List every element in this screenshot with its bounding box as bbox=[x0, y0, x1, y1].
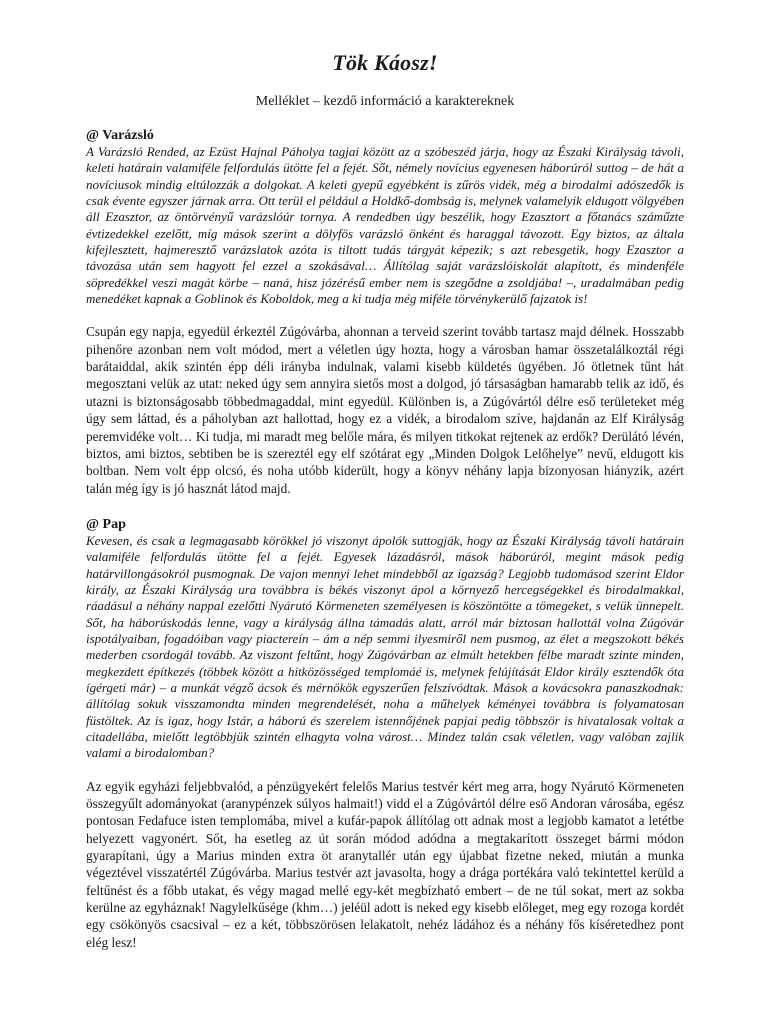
section-body: Az egyik egyházi feljebbvalód, a pénzügyekért felelős Marius testvér kért meg arra, hogy Nyárutó Körmeneten összegyűlt adományokat (aranypénzek súlyos halmait!) vidd el a Zúgóvártól délre eső Andoran városába, egész pontosan Fedafuce isten templomába, mivel a kufár-papok állítólag ott adnak most a legjobb kamatot a letétbe helyezett vagyonért. Sőt, ha esetleg az út során módod adódna a megtakarított összeget bármi módon gyarapítani, úgy a Marius minden extra öt aranytallér után egy újabbat fizetne neked, miután a munka végeztével visszatértél Zúgóvárba. Marius testvér azt javasolta, hogy a drága portékára való tekintettel kerüld a feltűnést és a főbb utakat, és végy magad mellé egy-két megbízható embert – de ne túl sokat, mert az sokba kerülne az egyháznak! Nagylelkűsége (khm…) jeléül adott is neked egy kisebb előleget, meg egy rozoga kordét egy csökönyös csacsival – ez a két, többszörösen lelakatolt, nehéz ládához és a néhány fős kíséretedhez pont elég lesz! bbox=[86, 778, 684, 950]
section-intro: Kevesen, és csak a legmagasabb körökkel jó viszonyt ápolók suttogják, hogy az Északi Királyság távoli határain valamiféle felfordulás ütötte fel a fejét. Egyesek lázadásról, mások háborúról, megint mások pedig határvillongásokról pusmognak. De vajon mennyi lehet mindebből az igazság? Legjobb tudomásod szerint Eldor király, az Északi Királyság ura továbbra is békés viszonyt ápol a környező hercegségekkel és birodalmakkal, ráadásul a néhány nappal ezelőtti Nyárutó Körmeneten személyesen is köszöntötte a tömegeket, s velük ünnepelt. Sőt, ha háborúskodás lenne, vagy a királyság állna támadás alatt, arról már biztosan hallottál volna Zúgóvár ispotályaiban, fogadóiban vagy piactereín – ám a nép semmi ilyesmiről nem pusmog, az élet a megszokott békés mederben csordogál tovább. Az viszont feltűnt, hogy Zúgóvárban az elmúlt hetekben félbe maradt szinte minden, megkezdett építkezés (többek között a hitközösséged templomáé is, melynek felújítását Eldor király esztendők óta ígérgeti már) – a munkát végző ácsok és mérnökök egyszerűen felszívódtak. Mások a kovácsokra panaszkodnak: állítólag sokuk visszamondta minden megrendelését, noha a műhelyek kéményei továbbra is folyamatosan füstöltek. Az is igaz, hogy Istár, a háború és szerelem istennőjének papjai pedig többször is hivatalosak voltak a citadellába, mielőtt legtöbbjük szintén elhagyta volna várost… Mindez talán csak véletlen, vagy valóban zajlik valami a birodalomban? bbox=[86, 532, 684, 761]
document-subtitle: Melléklet – kezdő információ a karaktereknek bbox=[255, 94, 515, 109]
section-intro: A Varázsló Rended, az Ezüst Hajnal Páholya tagjai között az a szóbeszéd járja, hogy az Északi Királyság távoli, keleti határain valamiféle felfordulás ütötte fel a fejét. Sőt, némely novícius egyenesen háborúról suttog – de hát a novíciusok mindig eltúlozzák a dolgokat. A keleti gyepű egyébként is zűrös vidék, még a birodalmi adószedők is csak évente egyszer járnak arra. Ott terül el például a Holdkő-dombság is, melynek valamelyik eldugott völgyében áll Ezasztor, az öntörvényű varázslóúr tornya. A rendedben úgy beszélik, hogy Ezasztort a főtanács száműzte évtizedekkel ezelőtt, míg mások szerint a dölyfös varázsló önként és haraggal távozott. Egy biztos, az általa kifejlesztett, hajmeresztő varázslatok azóta is tiltott tudás tárgyát képezik; s azt rebesgetik, hogy Ezasztor a távozása után sem hagyott fel ezzel a szokásával… Állítólag saját varázslóiskolát alapított, és mindenféle söpredékkel veszi magát körbe – naná, hisz józérésű ember nem is szegődne a zsoldjába! –, uradalmában pedig menedéket kapnak a Goblinok és Koboldok, meg a ki tudja még miféle törvénykerülő fajzatok is! bbox=[86, 144, 684, 307]
document-page bbox=[86, 0, 684, 951]
section-heading: @ Varázsló bbox=[86, 128, 154, 143]
section-body: Csupán egy napja, egyedül érkeztél Zúgóvárba, ahonnan a terveid szerint tovább tartasz majd délnek. Hosszabb pihenőre azonban nem volt módod, mert a véletlen úgy hozta, hogy a városban hamar összetalálkoztál régi barátaiddal, akik szintén épp déli irányba indulnak, valami kisebb küldetés ügyében. Jó ötletnek tűnt hát megosztani velük az utat: neked úgy sem annyira sietős most a dolgod, jó társaságban hamarabb telik az idő, és utazni is biztonságosabb többedmagaddal, mint egyedül. Különben is, a Zúgóvártól délre eső területeket még úgy sem láttad, és a páholyban azt hallottad, hogy ez a vidék, a birodalom szíve, hajdanán az Elf Királyság peremvidéke volt… Ki tudja, mi maradt meg belőle mára, és milyen titkokat rejtenek az erdők? Derülátó lévén, biztos, ami biztos, sebtiben be is szereztél egy elf szótárat egy „Minden Dolgok Lelőhelye” nevű, eldugott kis boltban. Nem volt épp olcsó, és noha utóbb kiderült, hogy a könyv néhány lapja bizonyosan hiányzik, azért talán még így is jó hasznát látod majd. bbox=[86, 324, 684, 496]
section-heading: @ Pap bbox=[86, 516, 126, 532]
section-pap bbox=[86, 517, 684, 951]
section-varazslo bbox=[86, 128, 684, 497]
document-title: Tök Káosz! bbox=[332, 50, 438, 75]
